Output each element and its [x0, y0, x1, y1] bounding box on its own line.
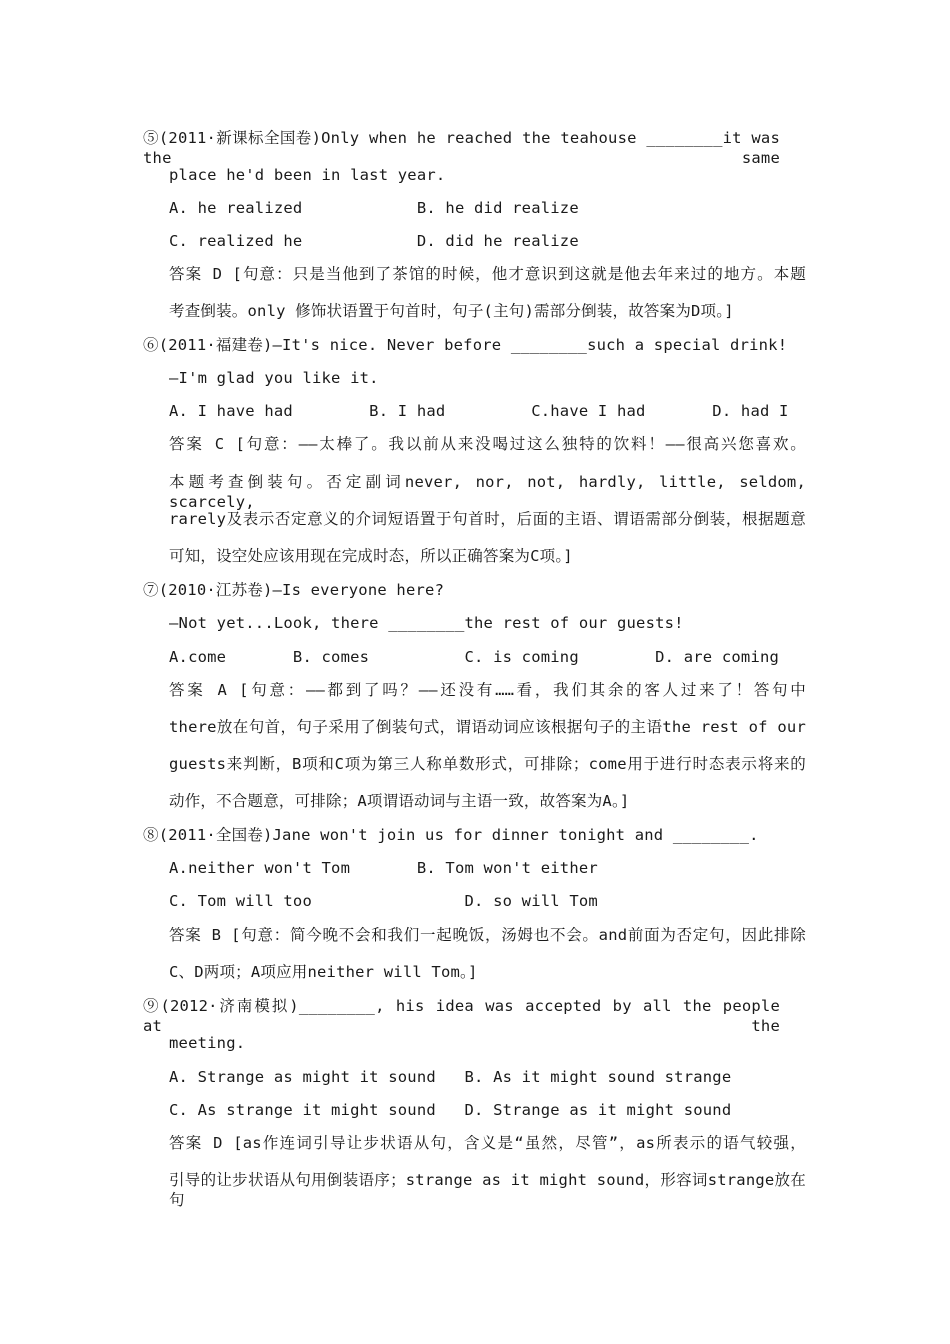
answer-explanation: rarely及表示否定意义的介词短语置于句首时，后面的主语、谓语需部分倒装，根据题意 — [169, 510, 806, 528]
answer-explanation: 本题考查倒装句。否定副词never, nor, not, hardly, little, seldom, scarcely, — [169, 473, 806, 511]
answer-options: A. I have had B. I had C.have I had D. had I — [169, 402, 789, 420]
answer-explanation: 答案 A [句意：——都到了吗？——还没有……看，我们其余的客人过来了！答句中 — [169, 681, 806, 699]
answer-options: A.come B. comes C. is coming D. are coming — [169, 648, 780, 666]
answer-explanation: 动作，不合题意，可排除；A项谓语动词与主语一致，故答案为A。] — [169, 792, 630, 810]
answer-options: A. Strange as might it sound B. As it might sound strange — [169, 1068, 732, 1086]
question-stem: —I'm glad you like it. — [169, 369, 379, 387]
answer-explanation: 答案 D [句意：只是当他到了茶馆的时候，他才意识到这就是他去年来过的地方。本题 — [169, 265, 806, 283]
answer-explanation: guests来判断，B项和C项为第三人称单数形式，可排除；come用于进行时态表示将来的 — [169, 755, 806, 773]
answer-explanation: 引导的让步状语从句用倒装语序；strange as it might sound，形容词strange放在句 — [169, 1171, 806, 1209]
answer-explanation: 答案 D [as作连词引导让步状语从句，含义是“虽然，尽管”，as所表示的语气较强， — [169, 1134, 806, 1152]
answer-explanation: C、D两项；A项应用neither will Tom。] — [169, 963, 478, 981]
question-stem: ⑦(2010·江苏卷)—Is everyone here? — [143, 581, 445, 599]
question-stem: place he'd been in last year. — [169, 166, 446, 184]
question-stem: ⑨(2012·济南模拟)________, his idea was accepted by all the people at the — [143, 997, 780, 1035]
answer-options: A.neither won't Tom B. Tom won't either — [169, 859, 598, 877]
answer-options: C. realized he D. did he realize — [169, 232, 579, 250]
question-stem: ⑤(2011·新课标全国卷)Only when he reached the teahouse ________it was the same — [143, 129, 780, 167]
answer-explanation: 答案 B [句意：简今晚不会和我们一起晚饭，汤姆也不会。and前面为否定句，因此排除 — [169, 926, 806, 944]
question-stem: ⑧(2011·全国卷)Jane won't join us for dinner tonight and ________. — [143, 826, 759, 844]
answer-options: C. As strange it might sound D. Strange as it might sound — [169, 1101, 732, 1119]
answer-explanation: there放在句首，句子采用了倒装句式，谓语动词应该根据句子的主语the rest of our — [169, 718, 806, 736]
answer-explanation: 可知，设空处应该用现在完成时态，所以正确答案为C项。] — [169, 547, 573, 565]
answer-explanation: 答案 C [句意：——太棒了。我以前从来没喝过这么独特的饮料！——很高兴您喜欢。 — [169, 435, 806, 453]
question-stem: meeting. — [169, 1034, 246, 1052]
answer-options: A. he realized B. he did realize — [169, 199, 579, 217]
question-stem: —Not yet...Look, there ________the rest of our guests! — [169, 614, 684, 632]
answer-explanation: 考查倒装。only 修饰状语置于句首时，句子(主句)需部分倒装，故答案为D项。] — [169, 302, 734, 320]
answer-options: C. Tom will too D. so will Tom — [169, 892, 598, 910]
question-stem: ⑥(2011·福建卷)—It's nice. Never before ________such a special drink! — [143, 336, 788, 354]
